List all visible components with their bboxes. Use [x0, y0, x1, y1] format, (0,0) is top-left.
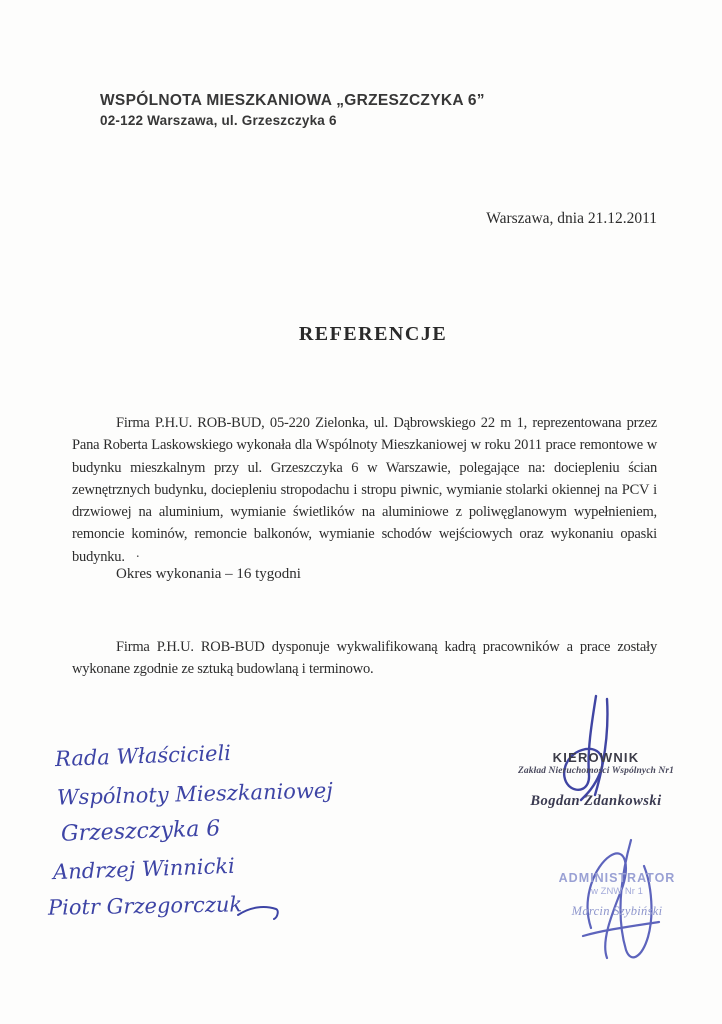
- handwritten-line: Wspólnoty Mieszkaniowej: [56, 778, 334, 810]
- handwritten-line: Piotr Grzegorczuk: [47, 892, 243, 920]
- administrator-role-label: ADMINISTRATOR: [558, 871, 676, 885]
- main-paragraph: Firma P.H.U. ROB-BUD, 05-220 Zielonka, ul. Dąbrowskiego 22 m 1, reprezentowana przez Pana Roberta Laskowskiego wykonała dla Wspólnoty Mieszkaniowej w roku 2011 prace remontowe w budynku mieszkalnym przy ul. Grzeszczyka 6 w Warszawie, polegające na: dociepleniu ścian zewnętrznych budynku, dociepleniu stropodachu i stropu piwnic, wymianie stolarki okiennej na PCV i drzwiowej na aluminium, wymianie świetlików na aluminiowe z poliwęglanowym wypełnieniem, remoncie kominów, remoncie balkonów, wymianie schodów wejściowych oraz wykonaniu opaski budynku.: [72, 415, 657, 565]
- document-title: REFERENCJE: [298, 323, 448, 345]
- duration-line: Okres wykonania – 16 tygodni: [116, 566, 301, 582]
- administrator-name: Marcin Szybiński: [571, 904, 663, 918]
- sender-address: 02-122 Warszawa, ul. Grzeszczyka 6: [100, 113, 337, 128]
- letterhead: [100, 92, 485, 128]
- manager-unit-label: Zakład Nieruchomości Wspólnych Nr1: [517, 766, 675, 776]
- manager-role-label: KIEROWNIK: [552, 750, 640, 765]
- scan-artifact-dot: .: [136, 546, 140, 561]
- handwriting-flourish-ink: [236, 897, 282, 923]
- handwritten-line: Andrzej Winnicki: [52, 853, 236, 885]
- sender-name: WSPÓLNOTA MIESZKANIOWA „GRZESZCZYKA 6”: [100, 92, 485, 109]
- administrator-stamp: [532, 871, 702, 919]
- closing-paragraph: Firma P.H.U. ROB-BUD dysponuje wykwalifikowaną kadrą pracowników a prace zostały wykonane zgodnie ze sztuką budowlaną i terminowo.: [72, 639, 657, 678]
- administrator-unit-label: w ZNW Nr 1: [591, 886, 643, 897]
- handwritten-line: Grzeszczyka 6: [60, 816, 221, 847]
- manager-stamp: [494, 750, 698, 810]
- handwritten-line: Rada Właścicieli: [54, 740, 232, 772]
- manager-name: Bogdan Zdankowski: [530, 793, 662, 809]
- dateline: Warszawa, dnia 21.12.2011: [486, 210, 657, 227]
